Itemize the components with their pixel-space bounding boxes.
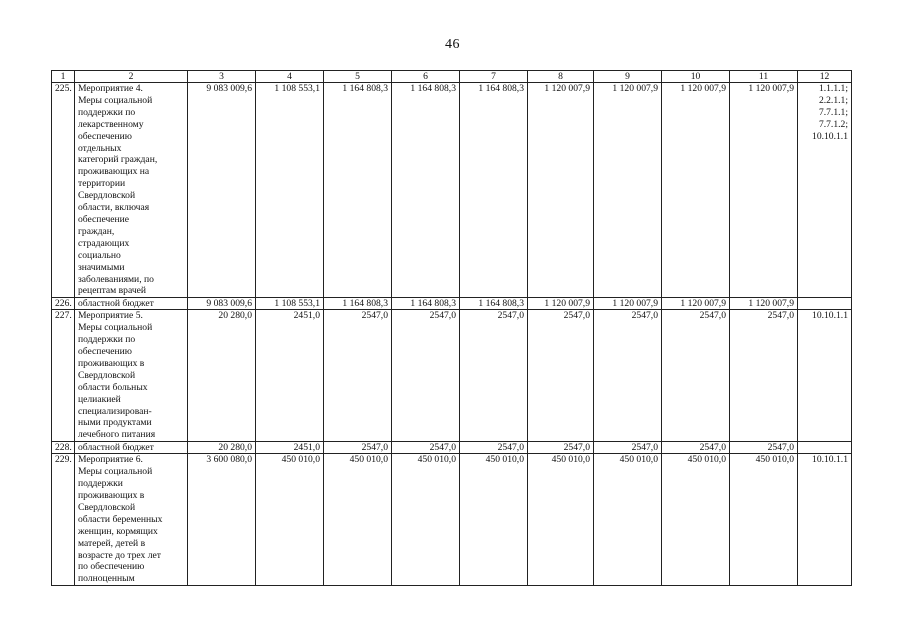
- activity-name-line: обеспечению: [78, 346, 132, 358]
- amount-cell: 2547,0: [730, 442, 798, 454]
- amount-cell: 20 280,0: [188, 310, 256, 442]
- amount-cell: 1 164 808,3: [460, 83, 528, 298]
- activity-name-line: области, включая: [78, 202, 150, 214]
- activity-name-line: обеспечению: [78, 130, 132, 142]
- amount-cell: 450 010,0: [460, 454, 528, 586]
- activity-name-line: возрасте до трех лет: [78, 549, 161, 561]
- column-header: 1: [52, 71, 75, 83]
- target-code-cell: [798, 310, 852, 442]
- amount-cell: 1 120 007,9: [594, 298, 662, 310]
- amount-cell: 1 164 808,3: [392, 298, 460, 310]
- column-header: 8: [528, 71, 594, 83]
- activity-name-line: обеспечение: [78, 213, 130, 225]
- activity-name-line: Мероприятие 5.: [78, 310, 143, 322]
- amount-cell: 2547,0: [730, 310, 798, 442]
- amount-cell: 450 010,0: [730, 454, 798, 586]
- activity-name-line: Мероприятие 4.: [78, 83, 143, 94]
- column-header: 9: [594, 71, 662, 83]
- amount-cell: 9 083 009,6: [188, 298, 256, 310]
- activity-name-line: полноценным: [78, 573, 135, 585]
- table-row: [52, 454, 852, 586]
- amount-cell: 1 120 007,9: [528, 298, 594, 310]
- amount-cell: 2547,0: [594, 310, 662, 442]
- amount-cell: 2547,0: [324, 310, 392, 442]
- amount-cell: 1 164 808,3: [460, 298, 528, 310]
- row-number: 226.: [52, 298, 75, 310]
- target-code-cell: [798, 454, 852, 586]
- row-number: 227.: [52, 310, 75, 442]
- page-number: 46: [445, 37, 460, 52]
- activity-name-line: территории: [78, 178, 126, 190]
- target-code: 10.10.1.1: [812, 310, 848, 322]
- column-header: 4: [256, 71, 324, 83]
- amount-cell: 2547,0: [528, 310, 594, 442]
- amount-cell: 1 120 007,9: [730, 298, 798, 310]
- amount-cell: 2451,0: [256, 310, 324, 442]
- target-code: 2.2.1.1;: [818, 94, 848, 106]
- column-header: 12: [798, 71, 852, 83]
- amount-cell: 20 280,0: [188, 442, 256, 454]
- amount-cell: 1 120 007,9: [594, 83, 662, 298]
- activity-name-line: матерей, детей в: [78, 537, 146, 549]
- activity-name-line: рецептам врачей: [78, 285, 147, 297]
- target-code-cell: [798, 442, 852, 454]
- amount-cell: 2451,0: [256, 442, 324, 454]
- activity-name-line: проживающих на: [78, 166, 150, 178]
- target-code-cell: [798, 298, 852, 310]
- amount-cell: 2547,0: [392, 442, 460, 454]
- target-code-cell: [798, 83, 852, 298]
- amount-cell: 2547,0: [662, 310, 730, 442]
- activity-name-line: областной бюджет: [78, 442, 154, 454]
- amount-cell: 1 108 553,1: [256, 83, 324, 298]
- table-row: [52, 298, 852, 310]
- activity-name-line: поддержки по: [78, 106, 136, 118]
- activity-name-line: поддержки по: [78, 334, 136, 346]
- activity-name-line: области беременных: [78, 513, 163, 525]
- activity-name-line: проживающих в: [78, 490, 145, 501]
- activity-name-line: категорий граждан,: [78, 154, 158, 166]
- activity-name-line: Свердловской: [78, 190, 136, 202]
- column-header: 10: [662, 71, 730, 83]
- column-number-row: [52, 71, 852, 83]
- column-header: 7: [460, 71, 528, 83]
- row-number: 228.: [52, 442, 75, 454]
- activity-name-line: проживающих в: [78, 357, 145, 369]
- target-code: 10.10.1.1: [812, 454, 848, 466]
- amount-cell: 450 010,0: [662, 454, 730, 586]
- row-number: 229.: [52, 454, 75, 586]
- activity-name-line: страдающих: [78, 237, 130, 249]
- table-row: [52, 83, 852, 298]
- amount-cell: 450 010,0: [256, 454, 324, 586]
- amount-cell: 450 010,0: [528, 454, 594, 586]
- activity-name-line: поддержки: [78, 478, 123, 490]
- column-header: 5: [324, 71, 392, 83]
- activity-name-line: Мероприятие 6.: [78, 454, 143, 466]
- activity-name-line: Меры социальной: [78, 466, 153, 478]
- activity-name-line: Свердловской: [78, 501, 136, 513]
- activity-name-line: лечебного питания: [78, 429, 156, 441]
- amount-cell: 1 164 808,3: [324, 298, 392, 310]
- activity-name-cell: [75, 310, 188, 442]
- amount-cell: 450 010,0: [594, 454, 662, 586]
- activity-name-line: граждан,: [78, 225, 115, 237]
- activity-name-line: лекарственному: [78, 118, 144, 130]
- activity-name-cell: [75, 83, 188, 298]
- amount-cell: 9 083 009,6: [188, 83, 256, 298]
- activity-name-line: женщин, кормящих: [78, 525, 158, 537]
- amount-cell: 2547,0: [528, 442, 594, 454]
- activity-name-line: целиакией: [78, 393, 121, 405]
- row-number: 225.: [52, 83, 75, 298]
- column-header: 3: [188, 71, 256, 83]
- activity-name-line: значимыми: [78, 261, 125, 273]
- activity-name-line: по обеспечению: [78, 561, 145, 573]
- activity-name-line: социально: [78, 249, 121, 261]
- amount-cell: 2547,0: [594, 442, 662, 454]
- amount-cell: 2547,0: [662, 442, 730, 454]
- amount-cell: 2547,0: [460, 442, 528, 454]
- column-header: 11: [730, 71, 798, 83]
- activity-name-cell: [75, 298, 188, 310]
- target-code: 1.1.1.1;: [818, 83, 848, 94]
- amount-cell: 1 120 007,9: [730, 83, 798, 298]
- amount-cell: 1 120 007,9: [662, 298, 730, 310]
- activity-name-line: Меры социальной: [78, 322, 153, 334]
- target-code: 7.7.1.2;: [818, 118, 848, 130]
- activity-name-line: областной бюджет: [78, 298, 154, 310]
- amount-cell: 1 120 007,9: [662, 83, 730, 298]
- activity-name-line: области больных: [78, 381, 148, 393]
- amount-cell: 3 600 080,0: [188, 454, 256, 586]
- amount-cell: 450 010,0: [324, 454, 392, 586]
- activity-name-line: Меры социальной: [78, 94, 153, 106]
- amount-cell: 1 108 553,1: [256, 298, 324, 310]
- target-code: 7.7.1.1;: [818, 106, 848, 118]
- activity-name-line: ными продуктами: [78, 417, 152, 429]
- funding-table: [51, 70, 852, 586]
- column-header: 2: [75, 71, 188, 83]
- table-row: [52, 442, 852, 454]
- amount-cell: 450 010,0: [392, 454, 460, 586]
- amount-cell: 2547,0: [324, 442, 392, 454]
- amount-cell: 1 164 808,3: [324, 83, 392, 298]
- amount-cell: 2547,0: [392, 310, 460, 442]
- target-code: 10.10.1.1: [812, 130, 848, 142]
- activity-name-cell: [75, 454, 188, 586]
- activity-name-line: заболеваниями, по: [78, 273, 154, 285]
- column-header: 6: [392, 71, 460, 83]
- table-body: [52, 83, 852, 586]
- amount-cell: 1 120 007,9: [528, 83, 594, 298]
- activity-name-line: специализирован-: [78, 405, 152, 417]
- activity-name-line: отдельных: [78, 142, 122, 154]
- activity-name-line: Свердловской: [78, 369, 136, 381]
- amount-cell: 1 164 808,3: [392, 83, 460, 298]
- activity-name-cell: [75, 442, 188, 454]
- table-row: [52, 310, 852, 442]
- amount-cell: 2547,0: [460, 310, 528, 442]
